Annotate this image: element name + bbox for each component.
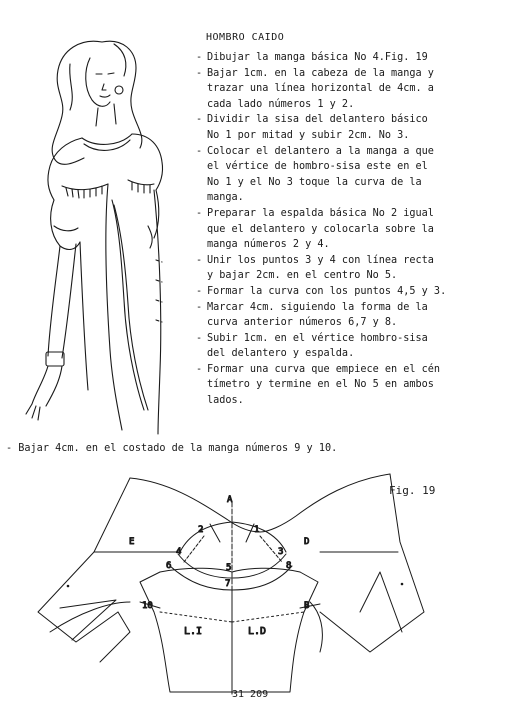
instruction-step: - Formar la curva con los puntos 4,5 y 3. [196, 284, 496, 300]
instruction-step: - Marcar 4cm. siguiendo la forma de la curva anterior números 6,7 y 8. [196, 300, 496, 331]
figure-caption: Fig. 19 [389, 484, 436, 497]
pattern-label-b: B [304, 601, 310, 611]
page-number: 31 209 [232, 689, 269, 700]
page-title: HOMBRO CAIDO [206, 32, 285, 43]
instruction-step: - Formar una curva que empiece en el cén tímetro y termine en el No 5 en ambos lados. [196, 362, 496, 409]
fashion-sketch-image [10, 30, 202, 440]
pattern-diagram [20, 462, 510, 702]
instruction-step: - Bajar 1cm. en la cabeza de la manga y trazar una línea horizontal de 4cm. a cada lado números 1 y 2. [196, 66, 496, 113]
instruction-list [196, 50, 496, 409]
pattern-label-e: E [129, 537, 135, 547]
pattern-label-li: L.I [184, 626, 203, 637]
pattern-label-d: D [304, 537, 310, 547]
instruction-step: - Subir 1cm. en el vértice hombro-sisa del delantero y espalda. [196, 331, 496, 362]
instruction-step-final: - Bajar 4cm. en el costado de la manga números 9 y 10. [6, 443, 337, 454]
instruction-step: - Unir los puntos 3 y 4 con línea recta y bajar 2cm. en el centro No 5. [196, 253, 496, 284]
instruction-step: - Dividir la sisa del delantero básico No 1 por mitad y subir 2cm. No 3. [196, 112, 496, 143]
pattern-label-ld: L.D [248, 626, 267, 637]
pattern-label-4: 4 [176, 547, 182, 557]
pattern-label-7: 7 [225, 579, 231, 589]
instruction-step: - Dibujar la manga básica No 4.Fig. 19 [196, 50, 496, 66]
pattern-label-10: 10 [142, 601, 153, 611]
instruction-step: - Preparar la espalda básica No 2 igual que el delantero y colocarla sobre la manga números 2 y 4. [196, 206, 496, 253]
pattern-label-5: 5 [226, 563, 232, 573]
pattern-label-a: A [227, 495, 233, 505]
pattern-label-3: 3 [278, 547, 284, 557]
instruction-step: - Colocar el delantero a la manga a que el vértice de hombro-sisa este en el No 1 y el No 3 toque la curva de la manga. [196, 144, 496, 206]
pattern-label-6: 6 [166, 561, 172, 571]
pattern-label-1: 1 [254, 525, 260, 535]
pattern-label-8: 8 [286, 561, 292, 571]
pattern-label-2: 2 [198, 525, 204, 535]
